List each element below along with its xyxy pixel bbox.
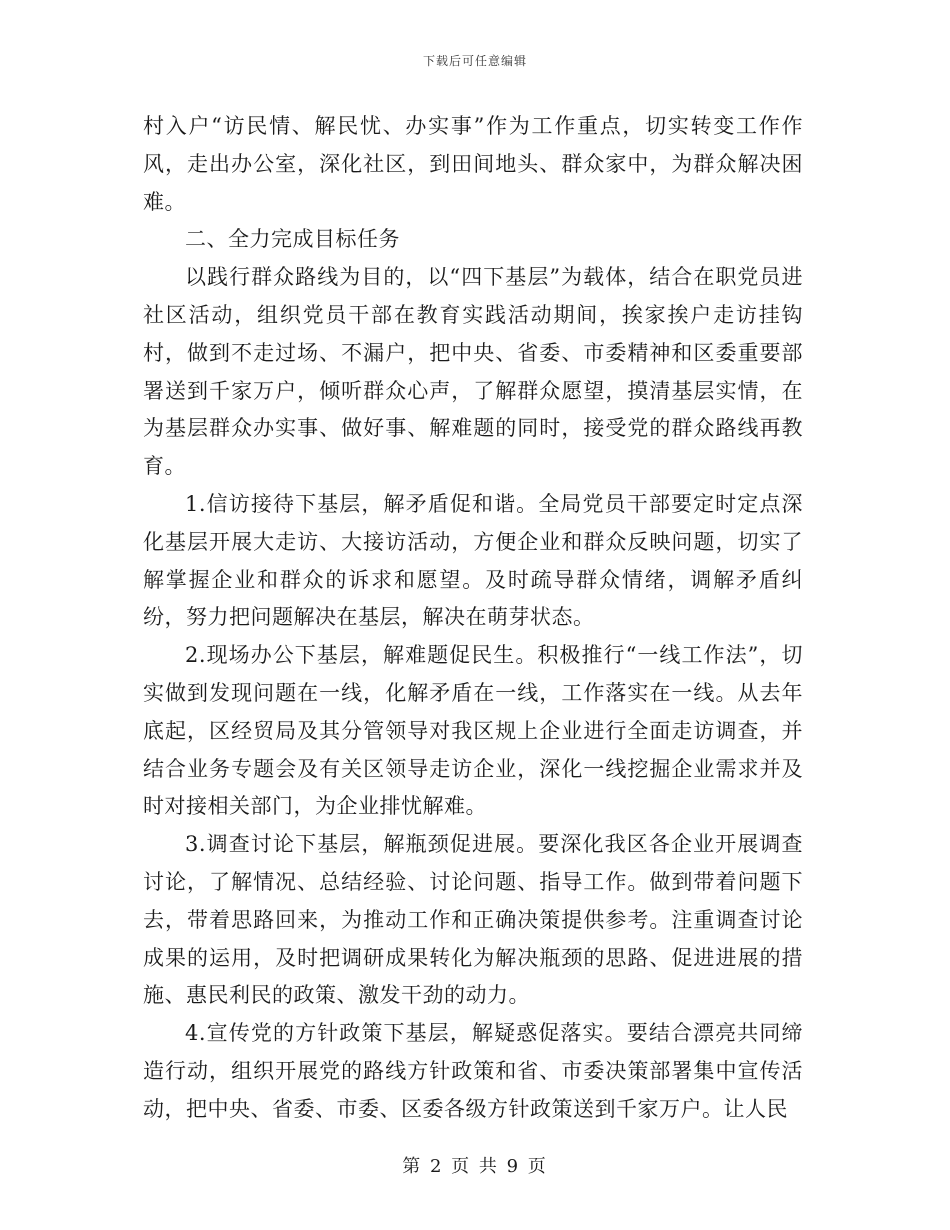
paragraph-item-1: 1.信访接待下基层，解矛盾促和谐。全局党员干部要定时定点深化基层开展大走访、大接访活动，方便企业和群众反映问题，切实了解掌握企业和群众的诉求和愿望。及时疏导群众情绪，调解矛盾纠纷，努力把问题解决在基层，解决在萌芽状态。 <box>143 491 803 630</box>
document-body <box>143 108 803 1129</box>
paragraph-item-3: 3.调查讨论下基层，解瓶颈促进展。要深化我区各企业开展调查讨论，了解情况、总结经验、讨论问题、指导工作。做到带着问题下去，带着思路回来，为推动工作和正确决策提供参考。注重调查讨论成果的运用，及时把调研成果转化为解决瓶颈的思路、促进进展的措施、惠民利民的政策、激发干劲的动力。 <box>143 832 803 1008</box>
page-header: 下载后可任意编辑 <box>422 54 527 68</box>
paragraph-continuation: 村入户“访民情、解民忧、办实事”作为工作重点，切实转变工作作风，走出办公室，深化社区，到田间地头、群众家中，为群众解决困难。 <box>143 114 803 214</box>
paragraph-item-2: 2.现场办公下基层，解难题促民生。积极推行“一线工作法”，切实做到发现问题在一线，化解矛盾在一线，工作落实在一线。从去年底起，区经贸局及其分管领导对我区规上企业进行全面走访调查，并结合业务专题会及有关区领导走访企业，深化一线挖掘企业需求并及时对接相关部门，为企业排忧解难。 <box>143 643 803 819</box>
page-number-footer: 第 2 页 共 9 页 <box>402 1156 548 1177</box>
paragraph-intro: 以践行群众路线为目的，以“四下基层”为载体，结合在职党员进社区活动，组织党员干部在教育实践活动期间，挨家挨户走访挂钩村，做到不走过场、不漏户，把中央、省委、市委精神和区委重要部署送到千家万户，倾听群众心声，了解群众愿望，摸清基层实情，在为基层群众办实事、做好事、解难题的同时，接受党的群众路线再教育。 <box>143 265 803 479</box>
section-heading: 二、全力完成目标任务 <box>185 227 400 252</box>
paragraph-item-4: 4.宣传党的方针政策下基层，解疑惑促落实。要结合漂亮共同缔造行动，组织开展党的路线方针政策和省、市委决策部署集中宣传活动，把中央、省委、市委、区委各级方针政策送到千家万户。让人民 <box>143 1021 803 1121</box>
